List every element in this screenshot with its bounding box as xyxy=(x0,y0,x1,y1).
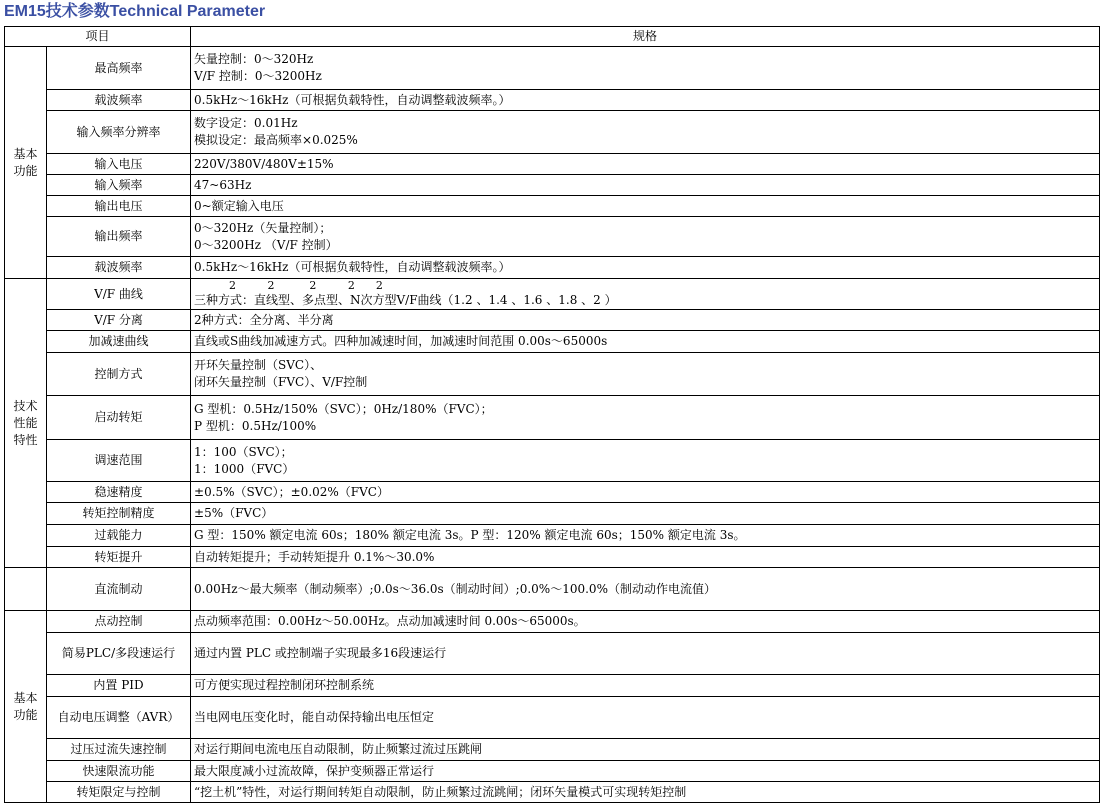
item-cell: 自动电压调整（AVR） xyxy=(47,697,191,739)
table-row xyxy=(5,111,1100,154)
item-cell: 输入频率 xyxy=(47,175,191,196)
item-cell: 转矩提升 xyxy=(47,547,191,568)
table-row xyxy=(5,611,1100,633)
spec-cell: 自动转矩提升；手动转矩提升 0.1%～30.0% xyxy=(191,547,1100,568)
item-cell: 过压过流失速控制 xyxy=(47,739,191,761)
table-row xyxy=(5,761,1100,782)
group-label-basic-2: 基本 功能 xyxy=(5,611,47,803)
spec-cell: 0.00Hz～最大频率（制动频率）;0.0s～36.0s（制动时间）;0.0%～100.0%（制动动作电流值） xyxy=(191,568,1100,611)
spec-cell: 1：100（SVC）； 1：1000（FVC） xyxy=(191,440,1100,482)
item-cell: 简易PLC/多段速运行 xyxy=(47,633,191,675)
item-cell: 过载能力 xyxy=(47,525,191,547)
spec-cell: 点动频率范围：0.00Hz～50.00Hz。点动加减速时间 0.00s～65000s。 xyxy=(191,611,1100,633)
table-row xyxy=(5,196,1100,217)
table-row xyxy=(5,331,1100,353)
table-row xyxy=(5,310,1100,331)
spec-cell: G 型：150% 额定电流 60s；180% 额定电流 3s。P 型：120% 额定电流 60s；150% 额定电流 3s。 xyxy=(191,525,1100,547)
table-row xyxy=(5,503,1100,525)
item-cell: 输入频率分辨率 xyxy=(47,111,191,154)
spec-table xyxy=(4,26,1100,803)
item-cell: 直流制动 xyxy=(47,568,191,611)
item-cell: 载波频率 xyxy=(47,257,191,279)
spec-cell: 开环矢量控制（SVC）、 闭环矢量控制（FVC）、V/F控制 xyxy=(191,353,1100,396)
spec-cell: 0～320Hz（矢量控制）； 0～3200Hz （V/F 控制） xyxy=(191,217,1100,257)
table-row xyxy=(5,217,1100,257)
table-header-row xyxy=(5,27,1100,47)
item-cell: 转矩限定与控制 xyxy=(47,782,191,803)
group-label-performance: 技术 性能 特性 xyxy=(5,279,47,568)
spec-cell: ±5%（FVC） xyxy=(191,503,1100,525)
item-cell: 点动控制 xyxy=(47,611,191,633)
header-item: 项目 xyxy=(5,27,191,47)
spec-cell: 220V/380V/480V±15% xyxy=(191,154,1100,175)
spec-cell: 最大限度减小过流故障，保护变频器正常运行 xyxy=(191,761,1100,782)
item-cell: 加减速曲线 xyxy=(47,331,191,353)
page-title: EM15技术参数Technical Parameter xyxy=(4,3,266,20)
item-cell: 快速限流功能 xyxy=(47,761,191,782)
table-row xyxy=(5,154,1100,175)
group-label-basic: 基本 功能 xyxy=(5,47,47,279)
spec-cell: 数字设定：0.01Hz 模拟设定：最高频率×0.025% xyxy=(191,111,1100,154)
table-row xyxy=(5,396,1100,440)
table-row xyxy=(5,257,1100,279)
spec-cell: “挖土机”特性，对运行期间转矩自动限制，防止频繁过流跳闸；闭环矢量模式可实现转矩控制 xyxy=(191,782,1100,803)
item-cell: 稳速精度 xyxy=(47,482,191,503)
spec-cell: 0~额定输入电压 xyxy=(191,196,1100,217)
item-cell: V/F 曲线 xyxy=(47,279,191,310)
item-cell: V/F 分离 xyxy=(47,310,191,331)
spec-cell: ±0.5%（SVC）；±0.02%（FVC） xyxy=(191,482,1100,503)
table-row xyxy=(5,675,1100,697)
spec-cell: 2 2 2 2 2 三种方式：直线型、多点型、N次方型V/F曲线（1.2 、1.4 、1.6 、1.8 、2 ） xyxy=(191,279,1100,310)
vf-superscripts: 2 2 2 2 2 xyxy=(194,279,383,292)
spec-cell: 可方便实现过程控制闭环控制系统 xyxy=(191,675,1100,697)
item-cell: 输入电压 xyxy=(47,154,191,175)
table-row xyxy=(5,633,1100,675)
spec-cell: G 型机：0.5Hz/150%（SVC）；0Hz/180%（FVC）； P 型机：0.5Hz/100% xyxy=(191,396,1100,440)
item-cell: 输出电压 xyxy=(47,196,191,217)
table-row xyxy=(5,47,1100,90)
item-cell: 转矩控制精度 xyxy=(47,503,191,525)
spec-cell: 当电网电压变化时，能自动保持输出电压恒定 xyxy=(191,697,1100,739)
spec-cell: 47~63Hz xyxy=(191,175,1100,196)
table-row xyxy=(5,547,1100,568)
item-cell: 控制方式 xyxy=(47,353,191,396)
item-cell: 启动转矩 xyxy=(47,396,191,440)
table-row xyxy=(5,90,1100,111)
table-row xyxy=(5,440,1100,482)
group-label-empty xyxy=(5,568,47,611)
item-cell: 最高频率 xyxy=(47,47,191,90)
item-cell: 输出频率 xyxy=(47,217,191,257)
spec-cell: 2种方式：全分离、半分离 xyxy=(191,310,1100,331)
spec-cell: 直线或S曲线加减速方式。四种加减速时间，加减速时间范围 0.00s～65000s xyxy=(191,331,1100,353)
spec-cell: 对运行期间电流电压自动限制，防止频繁过流过压跳闸 xyxy=(191,739,1100,761)
spec-cell: 0.5kHz～16kHz（可根据负载特性，自动调整载波频率。） xyxy=(191,90,1100,111)
item-cell: 内置 PID xyxy=(47,675,191,697)
spec-cell: 通过内置 PLC 或控制端子实现最多16段速运行 xyxy=(191,633,1100,675)
item-cell: 载波频率 xyxy=(47,90,191,111)
table-row xyxy=(5,782,1100,803)
table-row xyxy=(5,525,1100,547)
table-row xyxy=(5,568,1100,611)
table-row xyxy=(5,697,1100,739)
spec-cell: 0.5kHz～16kHz（可根据负载特性，自动调整载波频率。） xyxy=(191,257,1100,279)
table-row xyxy=(5,482,1100,503)
item-cell: 调速范围 xyxy=(47,440,191,482)
header-spec: 规格 xyxy=(191,27,1100,47)
table-row xyxy=(5,353,1100,396)
spec-cell: 矢量控制：0～320Hz V/F 控制：0～3200Hz xyxy=(191,47,1100,90)
table-row xyxy=(5,279,1100,310)
table-row xyxy=(5,175,1100,196)
table-row xyxy=(5,739,1100,761)
